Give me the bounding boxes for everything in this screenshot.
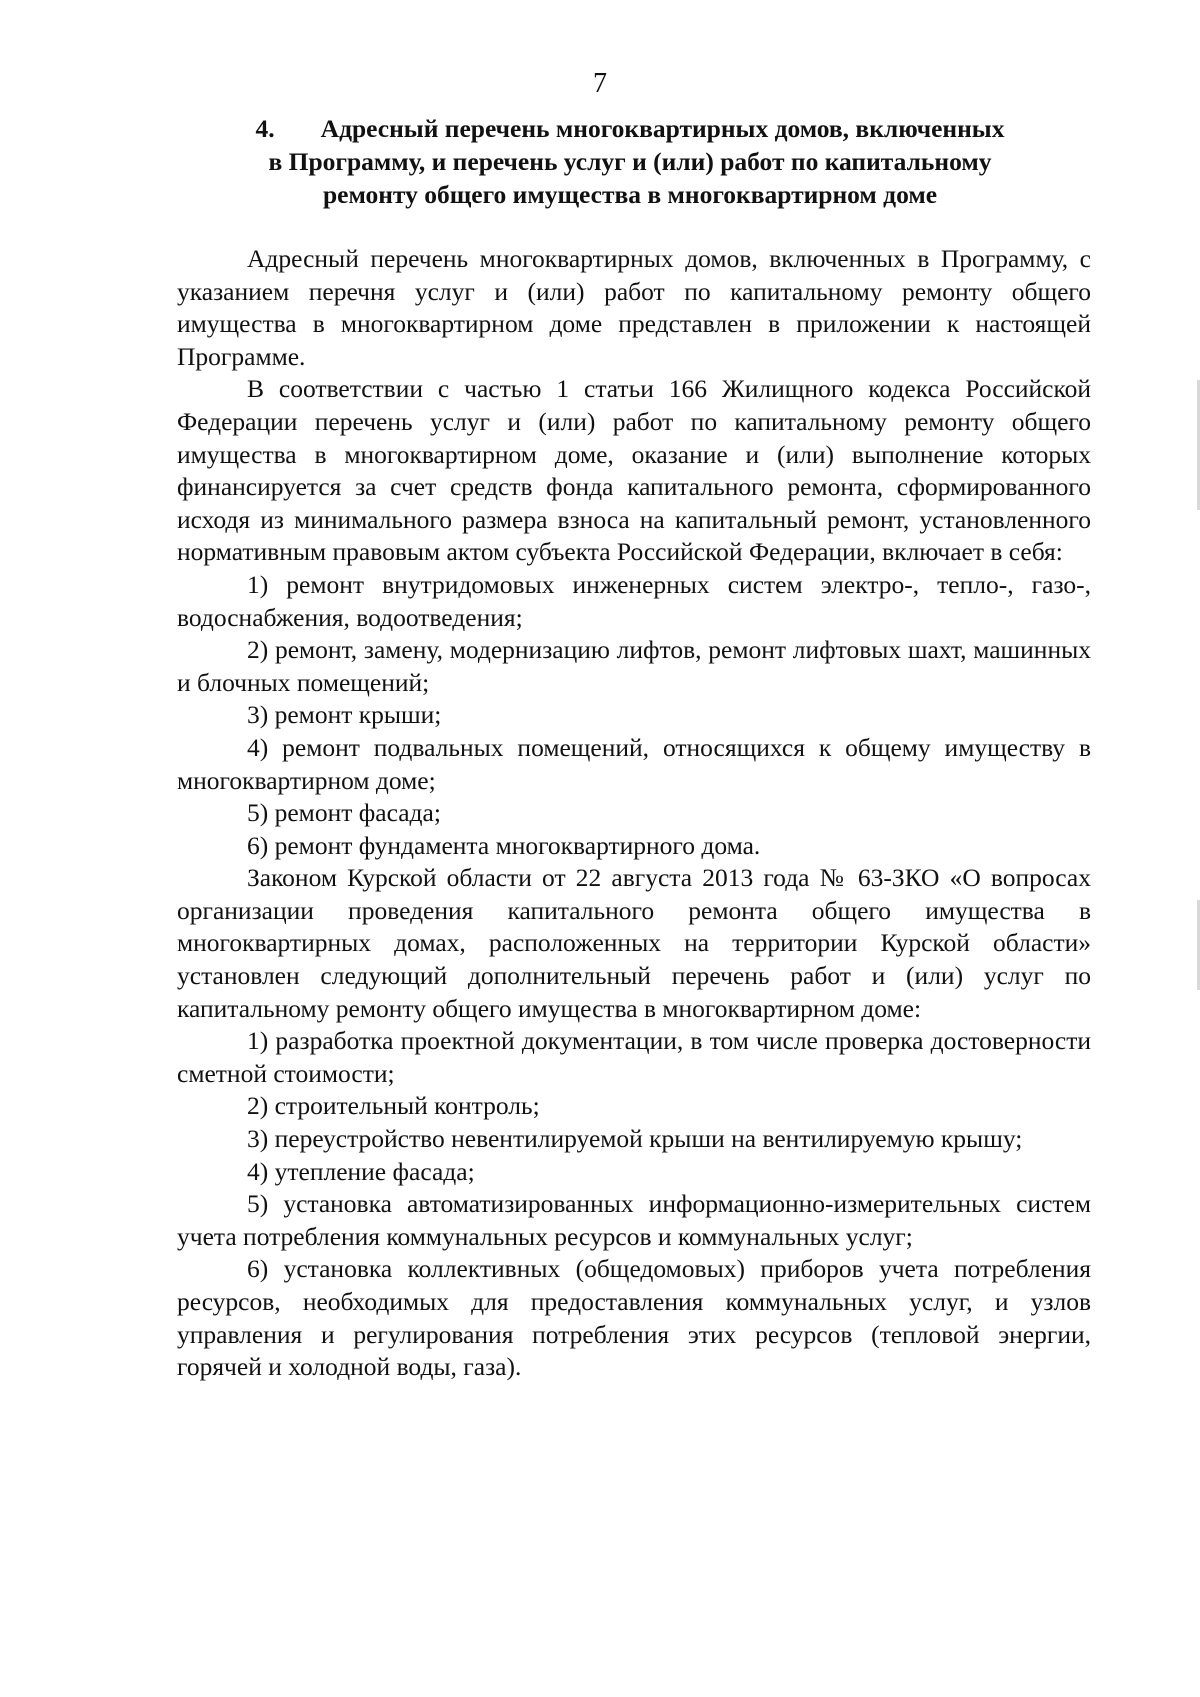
section-heading-line-1: [170, 112, 1090, 145]
additional-list-item-1: 1) разработка проектной документации, в том числе проверка достоверности сметной стоимости;: [177, 1026, 1091, 1088]
section-heading-line-3: ремонту общего имущества в многоквартирном доме: [322, 180, 938, 209]
paragraph-intro: Адресный перечень многоквартирных домов, включенных в Программу, с указанием перечня услуг и (или) работ по капитальному ремонту общего имущества в многоквартирном доме представлен в приложении к настоящей Программе.: [177, 244, 1091, 371]
paragraph-housing-code: В соответствии с частью 1 статьи 166 Жилищного кодекса Российской Федерации перечень услуг и (или) работ по капитальному ремонту общего имущества в многоквартирном доме, оказание и (или) выполнение которых финансируется за счет средств фонда капитального ремонта, сформированного исходя из минимального размера взноса на капитальный ремонт, установленного нормативным правовым актом субъекта Российской Федерации, включает в себя:: [177, 374, 1091, 567]
section-heading-text-1: Адресный перечень многоквартирных домов, включенных: [320, 114, 1005, 143]
additional-list-item-3: 3) переустройство невентилируемой крыши на вентилируемую крышу;: [247, 1124, 1023, 1154]
list-item-1: 1) ремонт внутридомовых инженерных систем электро-, тепло-, газо-, водоснабжения, водоотведения;: [177, 569, 1091, 632]
list-item-2: 2) ремонт, замену, модернизацию лифтов, ремонт лифтовых шахт, машинных и блочных помещений;: [177, 635, 1091, 697]
document-body: [177, 243, 1091, 1384]
additional-list-item-4: 4) утепление фасада;: [247, 1156, 475, 1186]
additional-list-item-6: 6) установка коллективных (общедомовых) приборов учета потребления ресурсов, необходимых для предоставления коммунальных услуг, и узлов управления и регулирования потребления этих ресурсов (тепловой энергии, горячей и холодной воды, газа).: [177, 1254, 1091, 1382]
section-number: 4.: [255, 114, 275, 143]
section-heading: [170, 112, 1090, 211]
additional-list-item-5: 5) установка автоматизированных информационно-измерительных систем учета потребления коммунальных ресурсов и коммунальных услуг;: [177, 1189, 1091, 1251]
list-item-3: 3) ремонт крыши;: [247, 700, 442, 730]
section-heading-line-2: в Программу, и перечень услуг и (или) работ по капитальному: [268, 147, 992, 176]
additional-list-item-2: 2) строительный контроль;: [247, 1091, 540, 1121]
paragraph-kursk-law: Законом Курской области от 22 августа 2013 года № 63-ЗКО «О вопросах организации проведения капитального ремонта общего имущества в многоквартирных домах, расположенных на территории Курской области» установлен следующий дополнительный перечень работ и (или) услуг по капитальному ремонту общего имущества в многоквартирном доме:: [177, 863, 1091, 1023]
list-item-5: 5) ремонт фасада;: [247, 798, 441, 828]
list-item-4: 4) ремонт подвальных помещений, относящихся к общему имуществу в многоквартирном доме;: [177, 732, 1091, 795]
page-number: 7: [593, 68, 607, 99]
list-item-6: 6) ремонт фундамента многоквартирного дома.: [247, 830, 761, 860]
